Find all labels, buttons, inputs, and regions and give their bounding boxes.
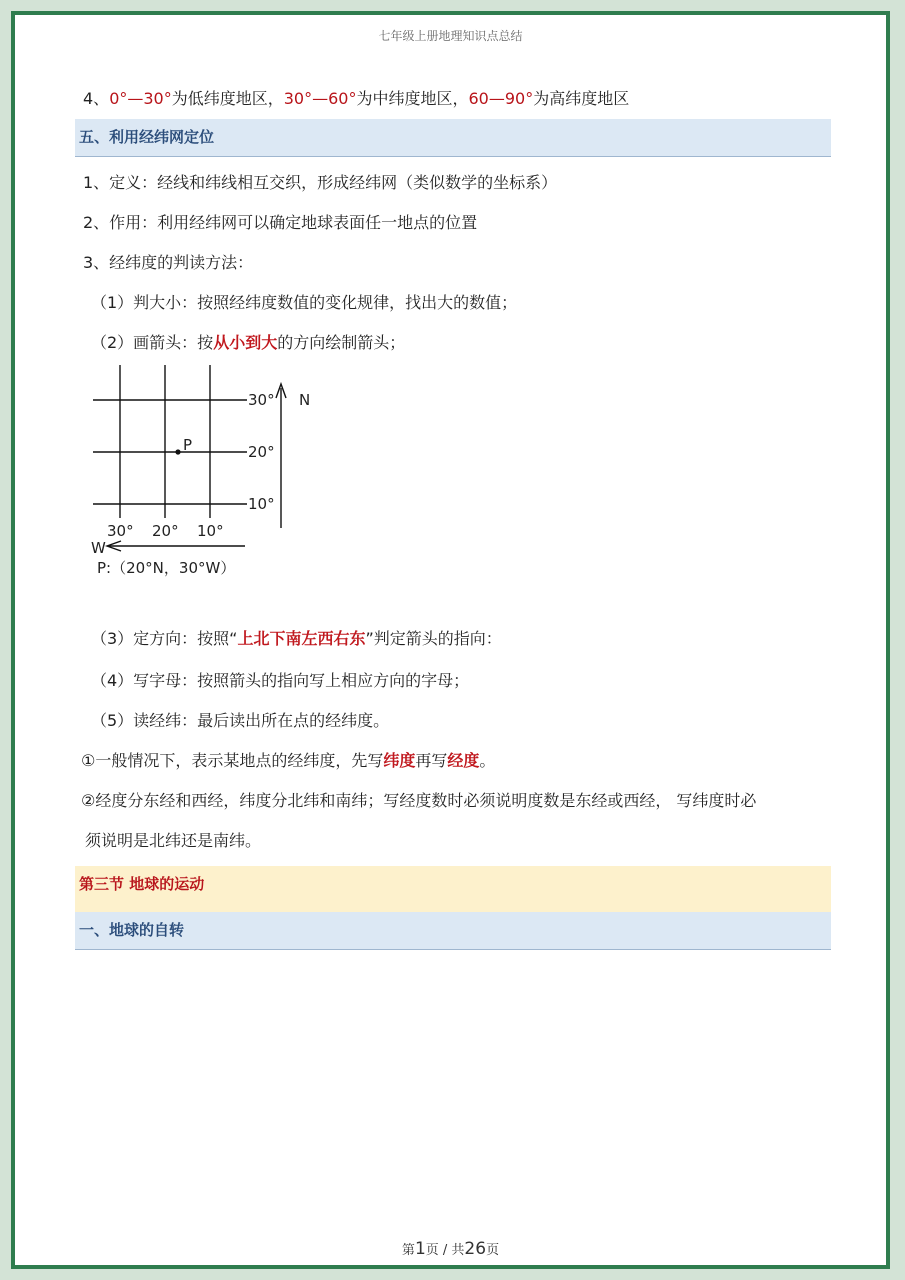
step-2-line: （2）画箭头：按从小到大的方向绘制箭头； bbox=[91, 333, 406, 352]
section-heading-5: 五、利用经纬网定位 bbox=[75, 119, 831, 157]
lon-label-20: 20° bbox=[152, 522, 179, 540]
page-number: 1 bbox=[414, 1239, 426, 1259]
note-2-continued: 须说明是北纬还是南纬。 bbox=[85, 831, 262, 850]
note-2-line: ②经度分东经和西经，纬度分北纬和南纬；写经度数时必须说明度数是东经或西经， 写纬度时必 bbox=[81, 791, 757, 810]
step-5-line: （5）读经纬：最后读出所在点的经纬度。 bbox=[91, 711, 390, 730]
lon-label-10: 10° bbox=[197, 522, 224, 540]
lat-label-10: 10° bbox=[248, 495, 275, 513]
step-3-line: （3）定方向：按照“上北下南左西右东”判定箭头的指向： bbox=[91, 629, 502, 648]
chapter-heading: 第三节 地球的运动 bbox=[75, 866, 831, 912]
lat-lon-grid-figure bbox=[85, 360, 325, 582]
lat-label-20: 20° bbox=[248, 443, 275, 461]
latitude-zones-line: 4、0°—30°为低纬度地区，30°—60°为中纬度地区，60—90°为高纬度地区 bbox=[83, 89, 630, 108]
document-page bbox=[15, 15, 886, 1265]
page-total: 26 bbox=[464, 1239, 487, 1259]
lon-label-30: 30° bbox=[107, 522, 134, 540]
point-p-answer: P:（20°N，30°W） bbox=[97, 559, 236, 577]
point-p-label: P bbox=[183, 436, 193, 454]
west-label: W bbox=[91, 539, 106, 557]
method-line: 3、经纬度的判读方法： bbox=[83, 253, 254, 272]
page-frame bbox=[11, 11, 890, 1269]
page-footer: 第1页 / 共26页 bbox=[401, 1239, 500, 1259]
note-1-line: ①一般情况下，表示某地点的经纬度，先写纬度再写经度。 bbox=[81, 751, 496, 770]
section-heading-1: 一、地球的自转 bbox=[75, 912, 831, 950]
definition-line: 1、定义：经线和纬线相互交织，形成经纬网（类似数学的坐标系） bbox=[83, 173, 558, 192]
running-header: 七年级上册地理知识点总结 bbox=[378, 29, 523, 43]
step-4-line: （4）写字母：按照箭头的指向写上相应方向的字母； bbox=[91, 671, 470, 690]
point-p-marker bbox=[175, 449, 180, 454]
step-1-line: （1）判大小：按照经纬度数值的变化规律，找出大的数值； bbox=[91, 293, 518, 312]
north-label: N bbox=[299, 391, 311, 409]
lat-label-30: 30° bbox=[248, 391, 275, 409]
usage-line: 2、作用：利用经纬网可以确定地球表面任一地点的位置 bbox=[83, 213, 478, 232]
